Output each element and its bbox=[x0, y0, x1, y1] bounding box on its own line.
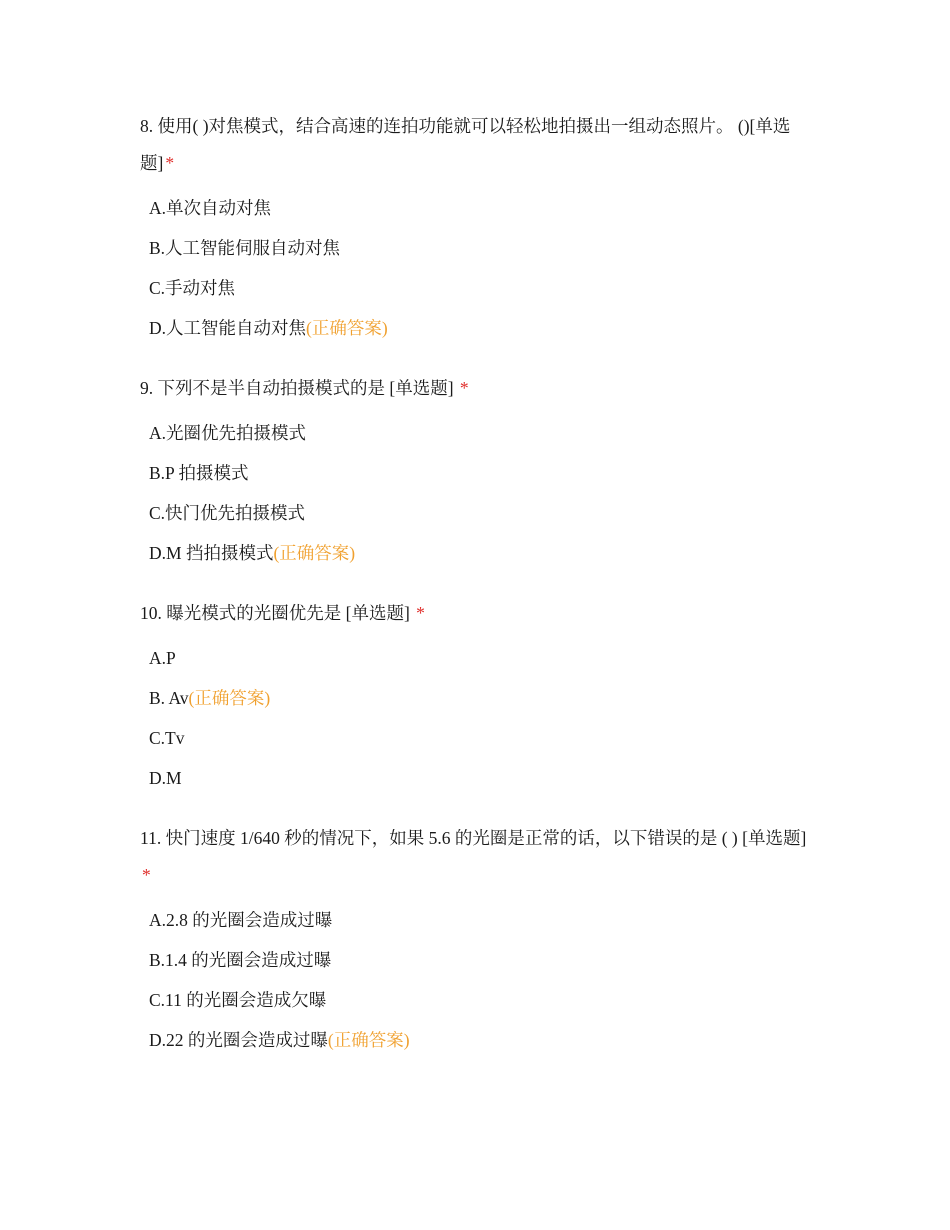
required-mark: * bbox=[459, 378, 469, 398]
correct-answer-note: (正确答案) bbox=[306, 318, 388, 338]
option-d[interactable]: D.M 挡拍摄模式(正确答案) bbox=[149, 543, 356, 563]
option-b[interactable]: B.1.4 的光圈会造成过曝 bbox=[149, 950, 332, 970]
options-list bbox=[140, 188, 810, 348]
correct-answer-note: (正确答案) bbox=[273, 543, 356, 563]
required-mark: * bbox=[416, 603, 425, 623]
option-b[interactable]: B. Av(正确答案) bbox=[149, 688, 271, 708]
required-mark: * bbox=[165, 153, 175, 173]
correct-answer-note: (正确答案) bbox=[327, 1030, 410, 1050]
options-list bbox=[140, 900, 810, 1060]
option-c[interactable]: C.11 的光圈会造成欠曝 bbox=[149, 990, 327, 1010]
option-b[interactable]: B.人工智能伺服自动对焦 bbox=[149, 238, 341, 258]
option-a[interactable]: A.光圈优先拍摄模式 bbox=[149, 423, 307, 443]
required-mark: * bbox=[142, 865, 151, 885]
question-title: 9. 下列不是半自动拍摄模式的是 [单选题] * bbox=[140, 378, 469, 398]
question-9 bbox=[140, 370, 810, 573]
option-a[interactable]: A.2.8 的光圈会造成过曝 bbox=[149, 910, 333, 930]
survey-page bbox=[140, 108, 810, 1082]
correct-answer-note: (正确答案) bbox=[188, 688, 271, 708]
question-title: 11. 快门速度 1/640 秒的情况下，如果 5.6 的光圈是正常的话，以下错误的是 ( ) [单选题] * bbox=[140, 828, 807, 885]
question-10 bbox=[140, 595, 810, 798]
option-a[interactable]: A.单次自动对焦 bbox=[149, 198, 272, 218]
option-c[interactable]: C.快门优先拍摄模式 bbox=[149, 503, 306, 523]
option-d[interactable]: D.M bbox=[149, 768, 182, 788]
option-c[interactable]: C.手动对焦 bbox=[149, 278, 236, 298]
options-list bbox=[140, 413, 810, 573]
option-b[interactable]: B.P 拍摄模式 bbox=[149, 463, 249, 483]
option-d[interactable]: D.人工智能自动对焦(正确答案) bbox=[149, 318, 388, 338]
question-title: 10. 曝光模式的光圈优先是 [单选题] * bbox=[140, 603, 425, 623]
option-d[interactable]: D.22 的光圈会造成过曝(正确答案) bbox=[149, 1030, 410, 1050]
options-list bbox=[140, 638, 810, 798]
option-c[interactable]: C.Tv bbox=[149, 728, 185, 748]
option-a[interactable]: A.P bbox=[149, 648, 176, 668]
question-8 bbox=[140, 108, 810, 348]
question-11 bbox=[140, 820, 810, 1060]
question-title: 8. 使用( )对焦模式，结合高速的连拍功能就可以轻松地拍摄出一组动态照片。 ()[单选题] * bbox=[140, 116, 791, 173]
